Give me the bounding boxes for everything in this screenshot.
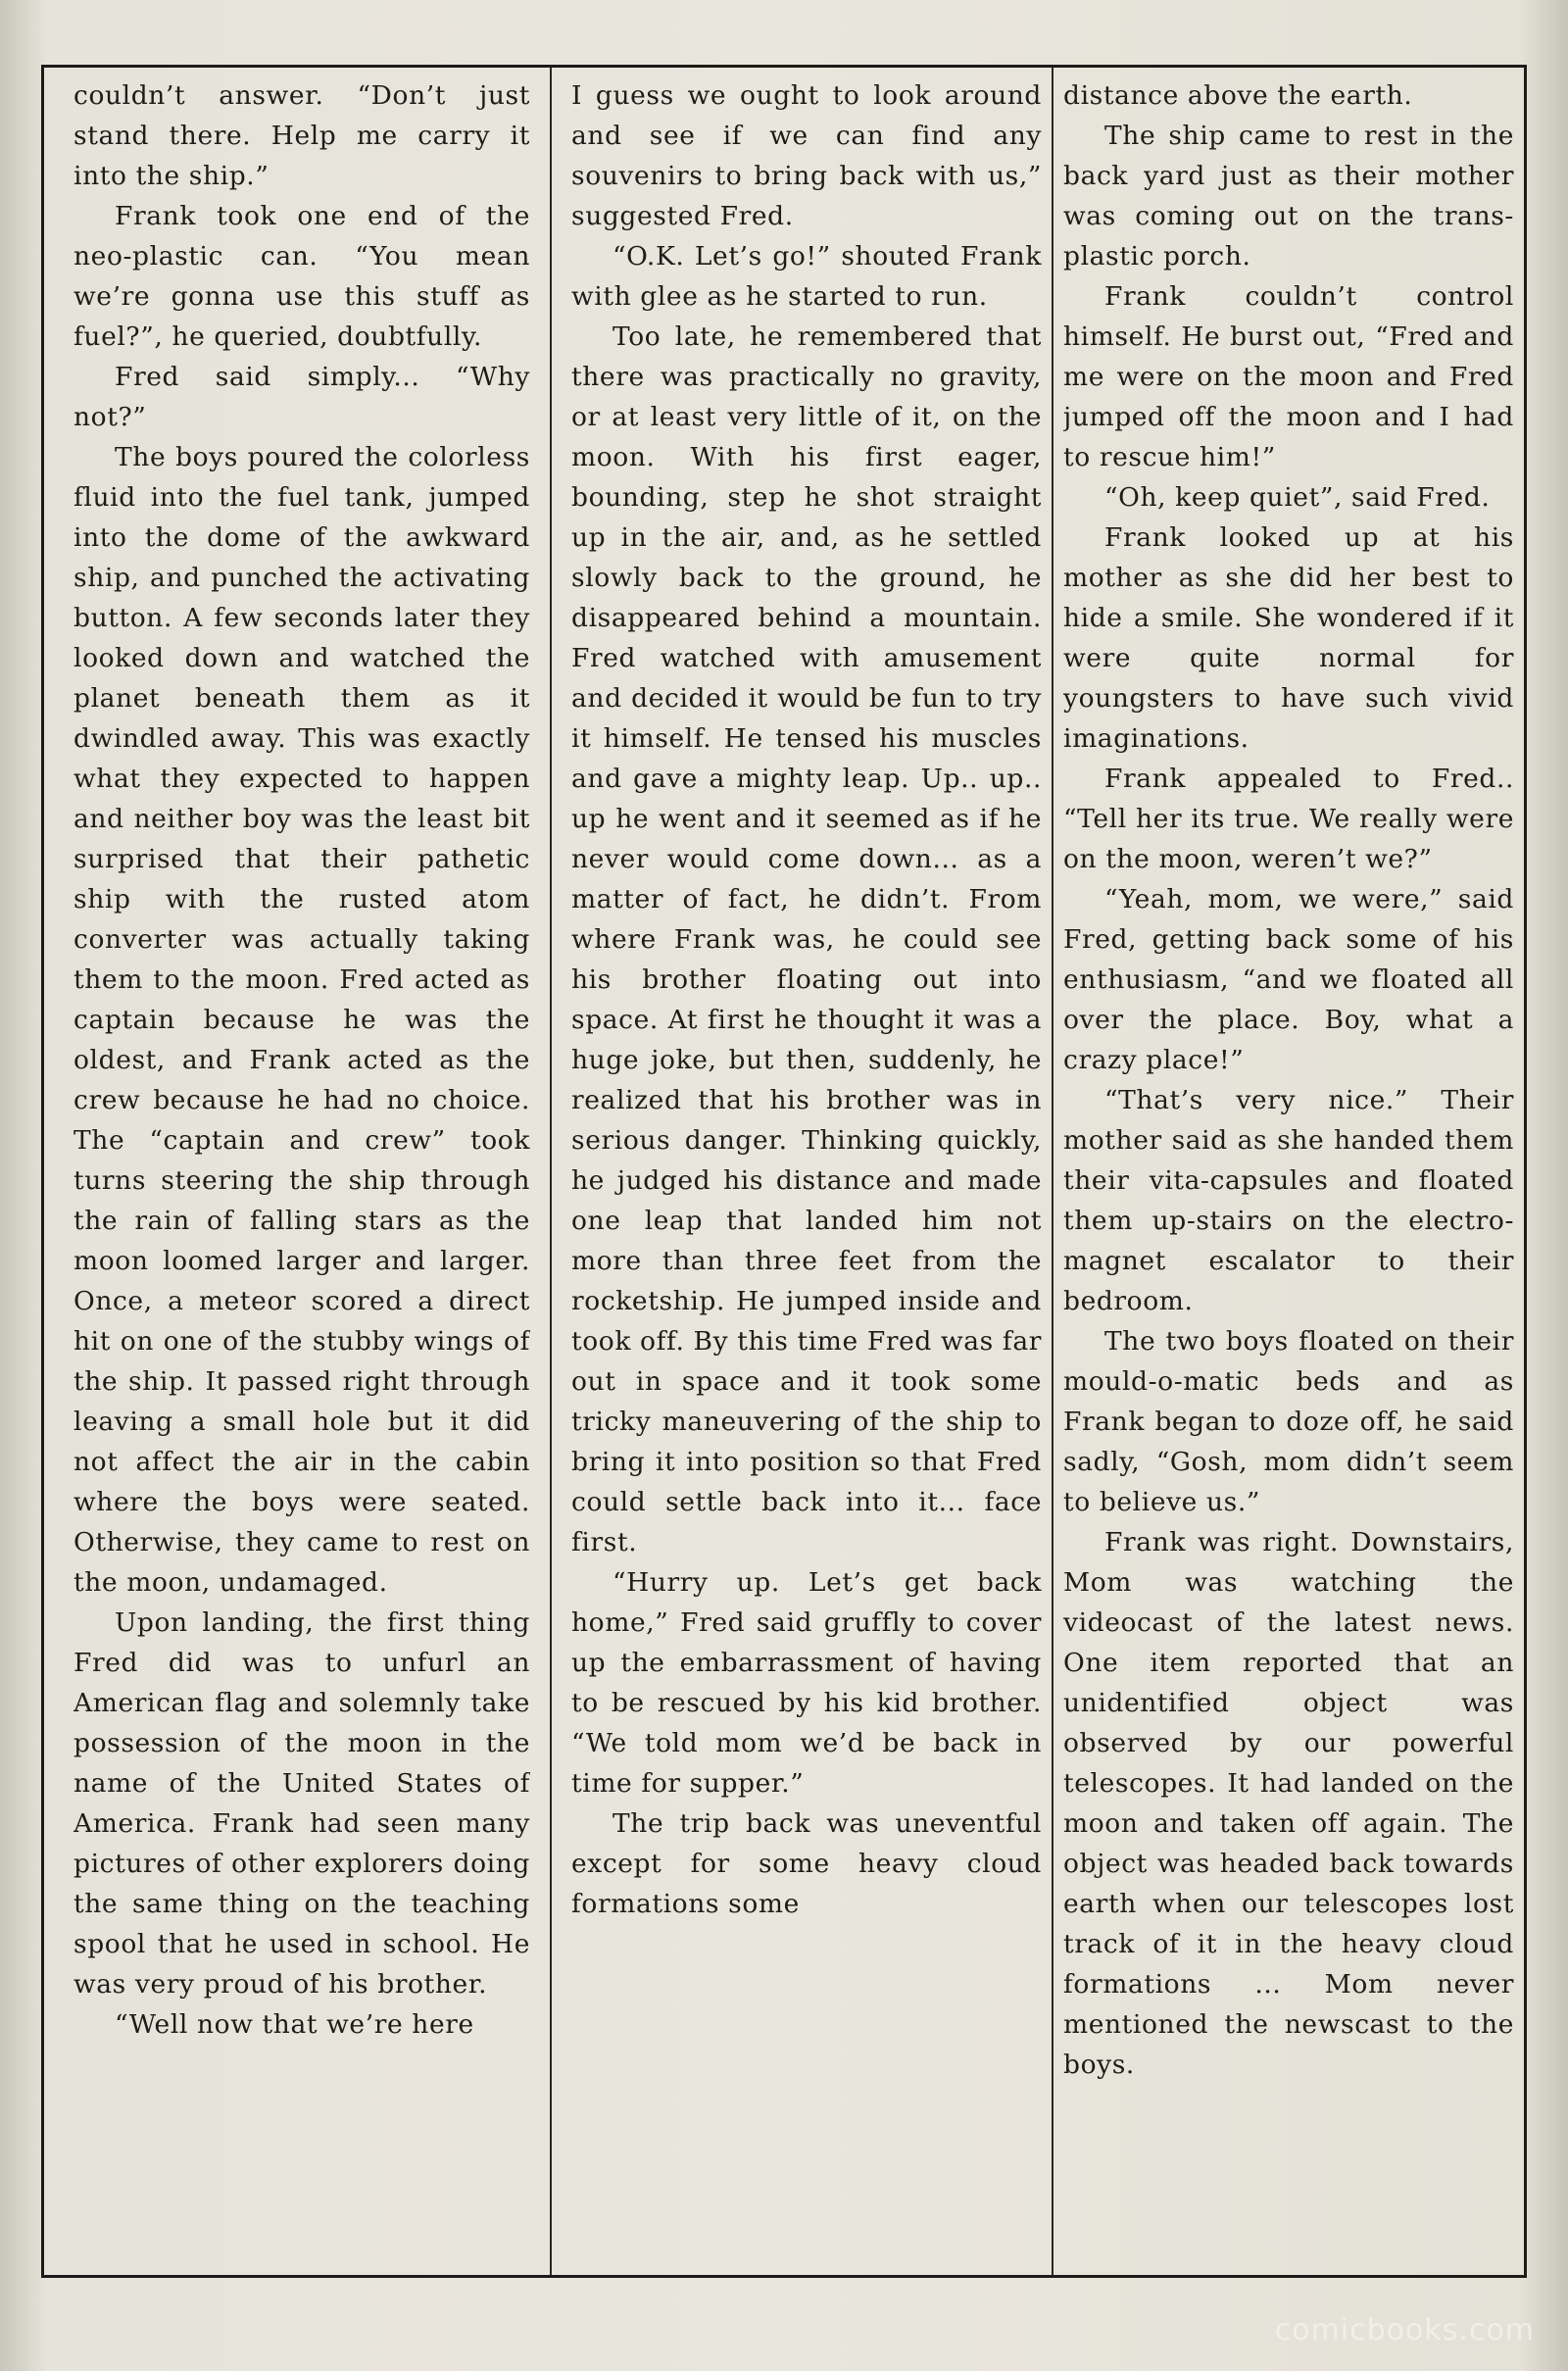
paragraph: “That’s very nice.” Their mother said as she handed them their vita-capsules and floated them up-stairs on the electro-magnet escalator to their bedroom. <box>1063 1085 1514 1316</box>
paragraph: “Yeah, mom, we were,” said Fred, getting back some of his enthusiasm, “and we floated all over the place. Boy, what a crazy place!” <box>1063 884 1514 1075</box>
paragraph: I guess we ought to look around and see if we can find any souvenirs to bring back with us,” suggested Fred. <box>571 80 1042 231</box>
paragraph: Upon landing, the first thing Fred did was to unfurl an American flag and solemnly take possession of the moon in the name of the United States of America. Frank had seen many pictures of other explorers doing the same thing on the teaching spool that he used in school. He was very proud of his brother. <box>74 1607 530 2000</box>
paragraph: The two boys floated on their mould-o-matic beds and as Frank began to doze off, he said sadly, “Gosh, mom didn’t seem to believe us.” <box>1063 1326 1514 1517</box>
text-column-3 <box>1063 75 1514 2267</box>
paragraph: distance above the earth. <box>1063 80 1413 111</box>
paragraph: “Oh, keep quiet”, said Fred. <box>1104 482 1491 513</box>
paragraph: The trip back was uneventful except for some heavy cloud formations some <box>571 1808 1042 1919</box>
paragraph: Frank took one end of the neo-plastic can. “You mean we’re gonna use this stuff as fuel?”, he queried, doubtfully. <box>74 201 530 352</box>
paragraph: The boys poured the colorless fluid into the fuel tank, jumped into the dome of the awkward ship, and punched the activating button. A few seconds later they looked down and watched the planet beneath them as it dwindled away. This was exactly what they expected to happen and neither boy was the least bit surprised that their pathetic ship with the rusted atom converter was actually taking them to the moon. Fred acted as captain because he was the oldest, and Frank acted as the crew because he had no choice. The “captain and crew” took turns steering the ship through the rain of falling stars as the moon loomed larger and larger. Once, a meteor scored a direct hit on one of the stubby wings of the ship. It passed right through leaving a small hole but it did not affect the air in the cabin where the boys were seated. Otherwise, they came to rest on the moon, undamaged. <box>74 442 530 1598</box>
paragraph: Frank looked up at his mother as she did her best to hide a smile. She wondered if it were quite normal for youngsters to have such vivid imaginations. <box>1063 522 1514 754</box>
paragraph: couldn’t answer. “Don’t just stand there. Help me carry it into the ship.” <box>74 80 530 191</box>
text-panel-border <box>41 65 1527 2278</box>
paragraph: Frank was right. Downstairs, Mom was watching the videocast of the latest news. One item reported that an unidentified object was observed by our powerful telescopes. It had landed on the moon and taken off again. The object was headed back towards earth when our telescopes lost track of it in the heavy cloud formations ... Mom never mentioned the newscast to the boys. <box>1063 1527 1514 2080</box>
paragraph: The ship came to rest in the back yard just as their mother was coming out on the trans-plastic porch. <box>1063 121 1514 272</box>
paragraph: “Well now that we’re here <box>115 2009 474 2040</box>
paragraph: Frank couldn’t control himself. He burst out, “Fred and me were on the moon and Fred jumped off the moon and I had to rescue him!” <box>1063 281 1514 472</box>
column-divider <box>1052 68 1054 2275</box>
text-column-1 <box>74 75 530 2267</box>
paragraph: Too late, he remembered that there was practically no gravity, or at least very little of it, on the moon. With his first eager, bounding, step he shot straight up in the air, and, as he settled slowly back to the ground, he disappeared behind a mountain. Fred watched with amusement and decided it would be fun to try it himself. He tensed his muscles and gave a mighty leap. Up.. up.. up he went and it seemed as if he never would come down... as a matter of fact, he didn’t. From where Frank was, he could see his brother floating out into space. At first he thought it was a huge joke, but then, suddenly, he realized that his brother was in serious danger. Thinking quickly, he judged his distance and made one leap that landed him not more than three feet from the rocketship. He jumped inside and took off. By this time Fred was far out in space and it took some tricky maneuvering of the ship to bring it into position so that Fred could settle back into it... face first. <box>571 321 1042 1557</box>
paragraph: “Hurry up. Let’s get back home,” Fred said gruffly to cover up the embarrassment of having to be rescued by his kid brother. “We told mom we’d be back in time for supper.” <box>571 1567 1042 1799</box>
paragraph: “O.K. Let’s go!” shouted Frank with glee as he started to run. <box>571 241 1042 312</box>
text-column-2 <box>571 75 1042 2267</box>
site-watermark: comicbooks.com <box>1274 2313 1535 2347</box>
paragraph: Frank appealed to Fred.. “Tell her its true. We really were on the moon, weren’t we?” <box>1063 764 1514 874</box>
paragraph: Fred said simply... “Why not?” <box>74 362 530 432</box>
column-divider <box>550 68 552 2275</box>
